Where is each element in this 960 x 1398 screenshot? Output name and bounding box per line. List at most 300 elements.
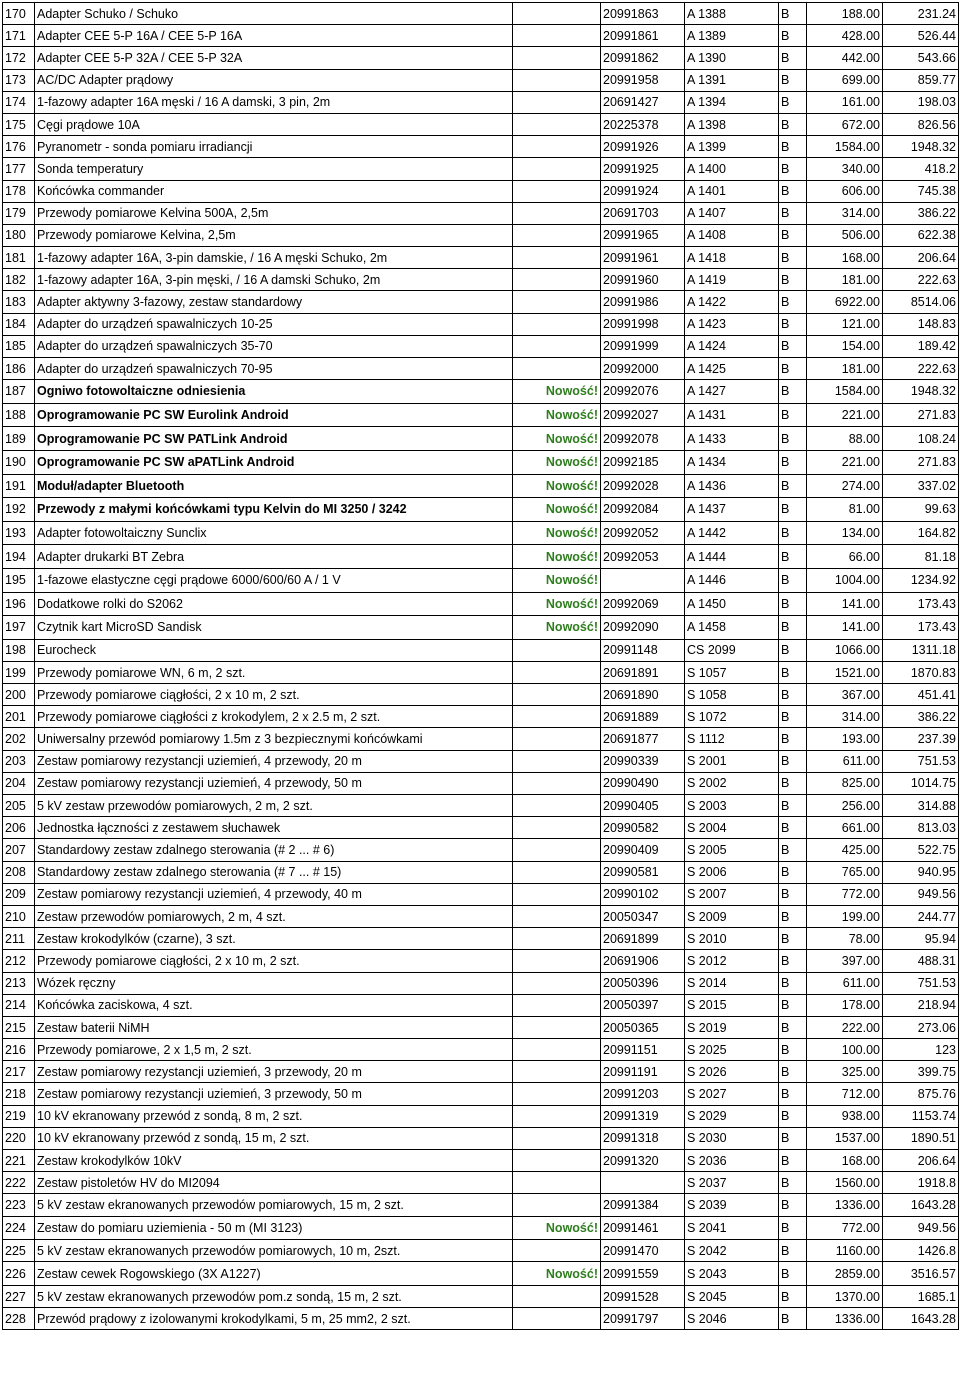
new-badge-cell	[513, 1150, 601, 1172]
net-price-cell: 1004.00	[807, 568, 883, 592]
product-code-cell: 20991318	[601, 1127, 685, 1149]
table-row	[3, 380, 959, 404]
row-number-cell: 221	[3, 1150, 35, 1172]
product-name-cell: Końcówka commander	[35, 180, 513, 202]
product-name-cell: Czytnik kart MicroSD Sandisk	[35, 616, 513, 640]
row-number-cell: 211	[3, 928, 35, 950]
row-number-cell: 171	[3, 25, 35, 47]
new-badge-cell	[513, 269, 601, 291]
net-price-cell: 141.00	[807, 592, 883, 616]
price-group-cell: B	[779, 772, 807, 794]
table-row	[3, 180, 959, 202]
row-number-cell: 215	[3, 1016, 35, 1038]
net-price-cell: 314.00	[807, 706, 883, 728]
row-number-cell: 208	[3, 861, 35, 883]
product-code-cell: 20991191	[601, 1061, 685, 1083]
catalog-number-cell: A 1433	[685, 427, 779, 451]
gross-price-cell: 940.95	[883, 861, 959, 883]
row-number-cell: 226	[3, 1262, 35, 1286]
product-name-cell: Zestaw cewek Rogowskiego (3X A1227)	[35, 1262, 513, 1286]
new-badge-cell	[513, 247, 601, 269]
product-name-cell: Adapter Schuko / Schuko	[35, 3, 513, 25]
product-name-cell: Adapter fotowoltaiczny Sunclix	[35, 521, 513, 545]
price-group-cell: B	[779, 795, 807, 817]
price-group-cell: B	[779, 47, 807, 69]
net-price-cell: 1584.00	[807, 380, 883, 404]
catalog-number-cell: S 2029	[685, 1105, 779, 1127]
row-number-cell: 207	[3, 839, 35, 861]
product-code-cell: 20992076	[601, 380, 685, 404]
price-group-cell: B	[779, 1285, 807, 1307]
table-row	[3, 772, 959, 794]
row-number-cell: 187	[3, 380, 35, 404]
product-code-cell: 20691890	[601, 684, 685, 706]
catalog-number-cell: A 1427	[685, 380, 779, 404]
row-number-cell: 178	[3, 180, 35, 202]
product-code-cell: 20991862	[601, 47, 685, 69]
net-price-cell: 221.00	[807, 450, 883, 474]
new-badge-cell: Nowość!	[513, 521, 601, 545]
net-price-cell: 81.00	[807, 498, 883, 522]
catalog-number-cell: S 2012	[685, 950, 779, 972]
price-group-cell: B	[779, 269, 807, 291]
catalog-number-cell: A 1407	[685, 202, 779, 224]
product-name-cell: Przewody pomiarowe Kelvina 500A, 2,5m	[35, 202, 513, 224]
net-price-cell: 825.00	[807, 772, 883, 794]
net-price-cell: 661.00	[807, 817, 883, 839]
price-group-cell: B	[779, 817, 807, 839]
catalog-number-cell: A 1437	[685, 498, 779, 522]
new-badge-cell	[513, 1172, 601, 1194]
net-price-cell: 154.00	[807, 335, 883, 357]
product-name-cell: Adapter do urządzeń spawalniczych 70-95	[35, 358, 513, 380]
catalog-number-cell: S 1112	[685, 728, 779, 750]
catalog-number-cell: S 2026	[685, 1061, 779, 1083]
gross-price-cell: 1014.75	[883, 772, 959, 794]
row-number-cell: 206	[3, 817, 35, 839]
net-price-cell: 314.00	[807, 202, 883, 224]
gross-price-cell: 451.41	[883, 684, 959, 706]
new-badge-cell	[513, 1285, 601, 1307]
table-row	[3, 291, 959, 313]
gross-price-cell: 386.22	[883, 202, 959, 224]
new-badge-cell	[513, 91, 601, 113]
gross-price-cell: 108.24	[883, 427, 959, 451]
price-group-cell: B	[779, 639, 807, 661]
catalog-number-cell: A 1399	[685, 136, 779, 158]
net-price-cell: 222.00	[807, 1016, 883, 1038]
new-badge-cell: Nowość!	[513, 427, 601, 451]
row-number-cell: 181	[3, 247, 35, 269]
new-badge-cell	[513, 47, 601, 69]
table-row	[3, 136, 959, 158]
table-row	[3, 1240, 959, 1262]
product-name-cell: Adapter do urządzeń spawalniczych 35-70	[35, 335, 513, 357]
row-number-cell: 180	[3, 224, 35, 246]
price-group-cell: B	[779, 291, 807, 313]
new-badge-cell	[513, 25, 601, 47]
new-badge-cell: Nowość!	[513, 616, 601, 640]
row-number-cell: 183	[3, 291, 35, 313]
table-row	[3, 1150, 959, 1172]
row-number-cell: 193	[3, 521, 35, 545]
row-number-cell: 223	[3, 1194, 35, 1216]
catalog-number-cell: A 1419	[685, 269, 779, 291]
net-price-cell: 134.00	[807, 521, 883, 545]
table-row	[3, 592, 959, 616]
product-code-cell: 20990409	[601, 839, 685, 861]
price-group-cell: B	[779, 1194, 807, 1216]
price-group-cell: B	[779, 136, 807, 158]
new-badge-cell	[513, 3, 601, 25]
price-group-cell: B	[779, 1308, 807, 1330]
gross-price-cell: 1685.1	[883, 1285, 959, 1307]
catalog-number-cell: A 1400	[685, 158, 779, 180]
catalog-number-cell: S 2004	[685, 817, 779, 839]
table-row	[3, 202, 959, 224]
product-code-cell: 20050396	[601, 972, 685, 994]
new-badge-cell	[513, 358, 601, 380]
catalog-number-cell: S 2043	[685, 1262, 779, 1286]
catalog-number-cell: S 2025	[685, 1039, 779, 1061]
product-name-cell: 5 kV zestaw ekranowanych przewodów pomiarowych, 15 m, 2 szt.	[35, 1194, 513, 1216]
table-row	[3, 69, 959, 91]
table-row	[3, 313, 959, 335]
row-number-cell: 170	[3, 3, 35, 25]
catalog-number-cell: S 2030	[685, 1127, 779, 1149]
product-name-cell: Adapter do urządzeń spawalniczych 10-25	[35, 313, 513, 335]
net-price-cell: 178.00	[807, 994, 883, 1016]
price-group-cell: B	[779, 3, 807, 25]
net-price-cell: 340.00	[807, 158, 883, 180]
new-badge-cell: Nowość!	[513, 450, 601, 474]
net-price-cell: 199.00	[807, 905, 883, 927]
row-number-cell: 177	[3, 158, 35, 180]
product-code-cell: 20992078	[601, 427, 685, 451]
table-row	[3, 427, 959, 451]
price-group-cell: B	[779, 224, 807, 246]
row-number-cell: 201	[3, 706, 35, 728]
product-code-cell: 20050365	[601, 1016, 685, 1038]
net-price-cell: 66.00	[807, 545, 883, 569]
table-row	[3, 861, 959, 883]
gross-price-cell: 198.03	[883, 91, 959, 113]
gross-price-cell: 99.63	[883, 498, 959, 522]
price-group-cell: B	[779, 202, 807, 224]
price-group-cell: B	[779, 403, 807, 427]
catalog-number-cell: A 1422	[685, 291, 779, 313]
catalog-number-cell: A 1394	[685, 91, 779, 113]
gross-price-cell: 164.82	[883, 521, 959, 545]
gross-price-cell: 1234.92	[883, 568, 959, 592]
product-name-cell: Przewód prądowy z izolowanymi krokodylkami, 5 m, 25 mm2, 2 szt.	[35, 1308, 513, 1330]
new-badge-cell	[513, 883, 601, 905]
gross-price-cell: 813.03	[883, 817, 959, 839]
table-row	[3, 1083, 959, 1105]
price-group-cell: B	[779, 1016, 807, 1038]
gross-price-cell: 859.77	[883, 69, 959, 91]
price-group-cell: B	[779, 1172, 807, 1194]
row-number-cell: 205	[3, 795, 35, 817]
row-number-cell: 218	[3, 1083, 35, 1105]
row-number-cell: 210	[3, 905, 35, 927]
gross-price-cell: 1918.8	[883, 1172, 959, 1194]
net-price-cell: 1336.00	[807, 1308, 883, 1330]
row-number-cell: 228	[3, 1308, 35, 1330]
product-name-cell: 5 kV zestaw ekranowanych przewodów pom.z sondą, 15 m, 2 szt.	[35, 1285, 513, 1307]
gross-price-cell: 206.64	[883, 1150, 959, 1172]
catalog-number-cell: S 1058	[685, 684, 779, 706]
net-price-cell: 712.00	[807, 1083, 883, 1105]
net-price-cell: 772.00	[807, 883, 883, 905]
gross-price-cell: 189.42	[883, 335, 959, 357]
price-group-cell: B	[779, 1105, 807, 1127]
new-badge-cell	[513, 1194, 601, 1216]
new-badge-cell	[513, 224, 601, 246]
product-code-cell: 20990339	[601, 750, 685, 772]
product-code-cell: 20991998	[601, 313, 685, 335]
product-code-cell: 20691889	[601, 706, 685, 728]
price-group-cell: B	[779, 1083, 807, 1105]
row-number-cell: 184	[3, 313, 35, 335]
catalog-number-cell: S 2010	[685, 928, 779, 950]
new-badge-cell: Nowość!	[513, 474, 601, 498]
product-code-cell: 20992028	[601, 474, 685, 498]
net-price-cell: 611.00	[807, 972, 883, 994]
price-list-body	[3, 3, 959, 1330]
table-row	[3, 639, 959, 661]
price-group-cell: B	[779, 592, 807, 616]
table-row	[3, 113, 959, 135]
new-badge-cell: Nowość!	[513, 1262, 601, 1286]
product-name-cell: Adapter aktywny 3-fazowy, zestaw standardowy	[35, 291, 513, 313]
price-group-cell: B	[779, 861, 807, 883]
product-name-cell: Dodatkowe rolki do S2062	[35, 592, 513, 616]
product-code-cell: 20990102	[601, 883, 685, 905]
catalog-number-cell: S 2027	[685, 1083, 779, 1105]
price-group-cell: B	[779, 728, 807, 750]
product-code-cell: 20050397	[601, 994, 685, 1016]
product-code-cell: 20991148	[601, 639, 685, 661]
catalog-number-cell: S 2014	[685, 972, 779, 994]
catalog-number-cell: S 2039	[685, 1194, 779, 1216]
price-group-cell: B	[779, 950, 807, 972]
product-name-cell: Sonda temperatury	[35, 158, 513, 180]
catalog-number-cell: S 2015	[685, 994, 779, 1016]
row-number-cell: 175	[3, 113, 35, 135]
price-group-cell: B	[779, 450, 807, 474]
gross-price-cell: 488.31	[883, 950, 959, 972]
table-row	[3, 706, 959, 728]
gross-price-cell: 826.56	[883, 113, 959, 135]
product-code-cell: 20691703	[601, 202, 685, 224]
product-code-cell: 20991319	[601, 1105, 685, 1127]
price-group-cell: B	[779, 1216, 807, 1240]
table-row	[3, 47, 959, 69]
gross-price-cell: 399.75	[883, 1061, 959, 1083]
product-name-cell: Przewody pomiarowe, 2 x 1,5 m, 2 szt.	[35, 1039, 513, 1061]
product-name-cell: 1-fazowe elastyczne cęgi prądowe 6000/600/60 A / 1 V	[35, 568, 513, 592]
catalog-number-cell: A 1458	[685, 616, 779, 640]
catalog-number-cell: S 2037	[685, 1172, 779, 1194]
price-group-cell: B	[779, 313, 807, 335]
table-row	[3, 684, 959, 706]
catalog-number-cell: A 1390	[685, 47, 779, 69]
catalog-number-cell: A 1431	[685, 403, 779, 427]
catalog-number-cell: S 2036	[685, 1150, 779, 1172]
new-badge-cell	[513, 661, 601, 683]
net-price-cell: 367.00	[807, 684, 883, 706]
row-number-cell: 173	[3, 69, 35, 91]
row-number-cell: 188	[3, 403, 35, 427]
row-number-cell: 196	[3, 592, 35, 616]
product-code-cell: 20991965	[601, 224, 685, 246]
catalog-number-cell: A 1434	[685, 450, 779, 474]
row-number-cell: 182	[3, 269, 35, 291]
catalog-number-cell: S 2007	[685, 883, 779, 905]
price-group-cell: B	[779, 684, 807, 706]
row-number-cell: 200	[3, 684, 35, 706]
product-name-cell: Oprogramowanie PC SW PATLink Android	[35, 427, 513, 451]
gross-price-cell: 337.02	[883, 474, 959, 498]
row-number-cell: 219	[3, 1105, 35, 1127]
product-name-cell: Zestaw krokodylków (czarne), 3 szt.	[35, 928, 513, 950]
table-row	[3, 1016, 959, 1038]
product-name-cell: 10 kV ekranowany przewód z sondą, 15 m, 2 szt.	[35, 1127, 513, 1149]
new-badge-cell	[513, 750, 601, 772]
product-name-cell: Eurocheck	[35, 639, 513, 661]
price-group-cell: B	[779, 905, 807, 927]
table-row	[3, 335, 959, 357]
new-badge-cell	[513, 728, 601, 750]
product-name-cell: Zestaw pomiarowy rezystancji uziemień, 4 przewody, 20 m	[35, 750, 513, 772]
table-row	[3, 91, 959, 113]
net-price-cell: 699.00	[807, 69, 883, 91]
gross-price-cell: 949.56	[883, 1216, 959, 1240]
product-code-cell: 20992185	[601, 450, 685, 474]
table-row	[3, 1194, 959, 1216]
product-name-cell: Przewody pomiarowe ciągłości, 2 x 10 m, 2 szt.	[35, 950, 513, 972]
row-number-cell: 194	[3, 545, 35, 569]
net-price-cell: 325.00	[807, 1061, 883, 1083]
gross-price-cell: 95.94	[883, 928, 959, 950]
price-group-cell: B	[779, 474, 807, 498]
row-number-cell: 222	[3, 1172, 35, 1194]
net-price-cell: 425.00	[807, 839, 883, 861]
product-name-cell: Adapter drukarki BT Zebra	[35, 545, 513, 569]
gross-price-cell: 875.76	[883, 1083, 959, 1105]
product-name-cell: Zestaw krokodylków 10kV	[35, 1150, 513, 1172]
new-badge-cell	[513, 684, 601, 706]
row-number-cell: 172	[3, 47, 35, 69]
table-row	[3, 1172, 959, 1194]
product-code-cell: 20691891	[601, 661, 685, 683]
net-price-cell: 397.00	[807, 950, 883, 972]
catalog-number-cell: S 2009	[685, 905, 779, 927]
product-name-cell: Zestaw pomiarowy rezystancji uziemień, 3 przewody, 20 m	[35, 1061, 513, 1083]
product-name-cell: Przewody pomiarowe Kelvina, 2,5m	[35, 224, 513, 246]
table-row	[3, 1061, 959, 1083]
table-row	[3, 1127, 959, 1149]
table-row	[3, 1039, 959, 1061]
net-price-cell: 611.00	[807, 750, 883, 772]
gross-price-cell: 745.38	[883, 180, 959, 202]
net-price-cell: 6922.00	[807, 291, 883, 313]
new-badge-cell	[513, 795, 601, 817]
product-name-cell: Uniwersalny przewód pomiarowy 1.5m z 3 bezpiecznymi końcówkami	[35, 728, 513, 750]
net-price-cell: 506.00	[807, 224, 883, 246]
net-price-cell: 1160.00	[807, 1240, 883, 1262]
gross-price-cell: 314.88	[883, 795, 959, 817]
new-badge-cell	[513, 950, 601, 972]
product-code-cell: 20992090	[601, 616, 685, 640]
price-group-cell: B	[779, 928, 807, 950]
product-code-cell: 20991925	[601, 158, 685, 180]
price-group-cell: B	[779, 568, 807, 592]
catalog-number-cell: A 1444	[685, 545, 779, 569]
catalog-number-cell: S 2001	[685, 750, 779, 772]
net-price-cell: 2859.00	[807, 1262, 883, 1286]
product-name-cell: Ogniwo fotowoltaiczne odniesienia	[35, 380, 513, 404]
price-group-cell: B	[779, 113, 807, 135]
price-group-cell: B	[779, 1127, 807, 1149]
row-number-cell: 189	[3, 427, 35, 451]
gross-price-cell: 148.83	[883, 313, 959, 335]
new-badge-cell	[513, 994, 601, 1016]
new-badge-cell: Nowość!	[513, 380, 601, 404]
product-code-cell: 20991528	[601, 1285, 685, 1307]
net-price-cell: 100.00	[807, 1039, 883, 1061]
catalog-number-cell: S 2046	[685, 1308, 779, 1330]
gross-price-cell: 173.43	[883, 592, 959, 616]
product-name-cell: Zestaw pomiarowy rezystancji uziemień, 4 przewody, 40 m	[35, 883, 513, 905]
new-badge-cell	[513, 1105, 601, 1127]
table-row	[3, 883, 959, 905]
product-code-cell: 20991559	[601, 1262, 685, 1286]
product-code-cell	[601, 1172, 685, 1194]
table-row	[3, 905, 959, 927]
new-badge-cell	[513, 1061, 601, 1083]
product-code-cell: 20991461	[601, 1216, 685, 1240]
catalog-number-cell: A 1401	[685, 180, 779, 202]
catalog-number-cell: A 1436	[685, 474, 779, 498]
net-price-cell: 141.00	[807, 616, 883, 640]
net-price-cell: 181.00	[807, 269, 883, 291]
catalog-number-cell: A 1391	[685, 69, 779, 91]
product-code-cell	[601, 568, 685, 592]
table-row	[3, 972, 959, 994]
price-group-cell: B	[779, 972, 807, 994]
product-name-cell: Zestaw pomiarowy rezystancji uziemień, 3 przewody, 50 m	[35, 1083, 513, 1105]
gross-price-cell: 218.94	[883, 994, 959, 1016]
catalog-number-cell: A 1425	[685, 358, 779, 380]
net-price-cell: 78.00	[807, 928, 883, 950]
catalog-number-cell: S 2019	[685, 1016, 779, 1038]
table-row	[3, 25, 959, 47]
product-code-cell: 20992027	[601, 403, 685, 427]
table-row	[3, 521, 959, 545]
net-price-cell: 672.00	[807, 113, 883, 135]
price-group-cell: B	[779, 358, 807, 380]
product-code-cell: 20691427	[601, 91, 685, 113]
table-row	[3, 817, 959, 839]
product-code-cell: 20991470	[601, 1240, 685, 1262]
price-group-cell: B	[779, 750, 807, 772]
gross-price-cell: 1870.83	[883, 661, 959, 683]
net-price-cell: 1560.00	[807, 1172, 883, 1194]
catalog-number-cell: CS 2099	[685, 639, 779, 661]
product-name-cell: Końcówka zaciskowa, 4 szt.	[35, 994, 513, 1016]
